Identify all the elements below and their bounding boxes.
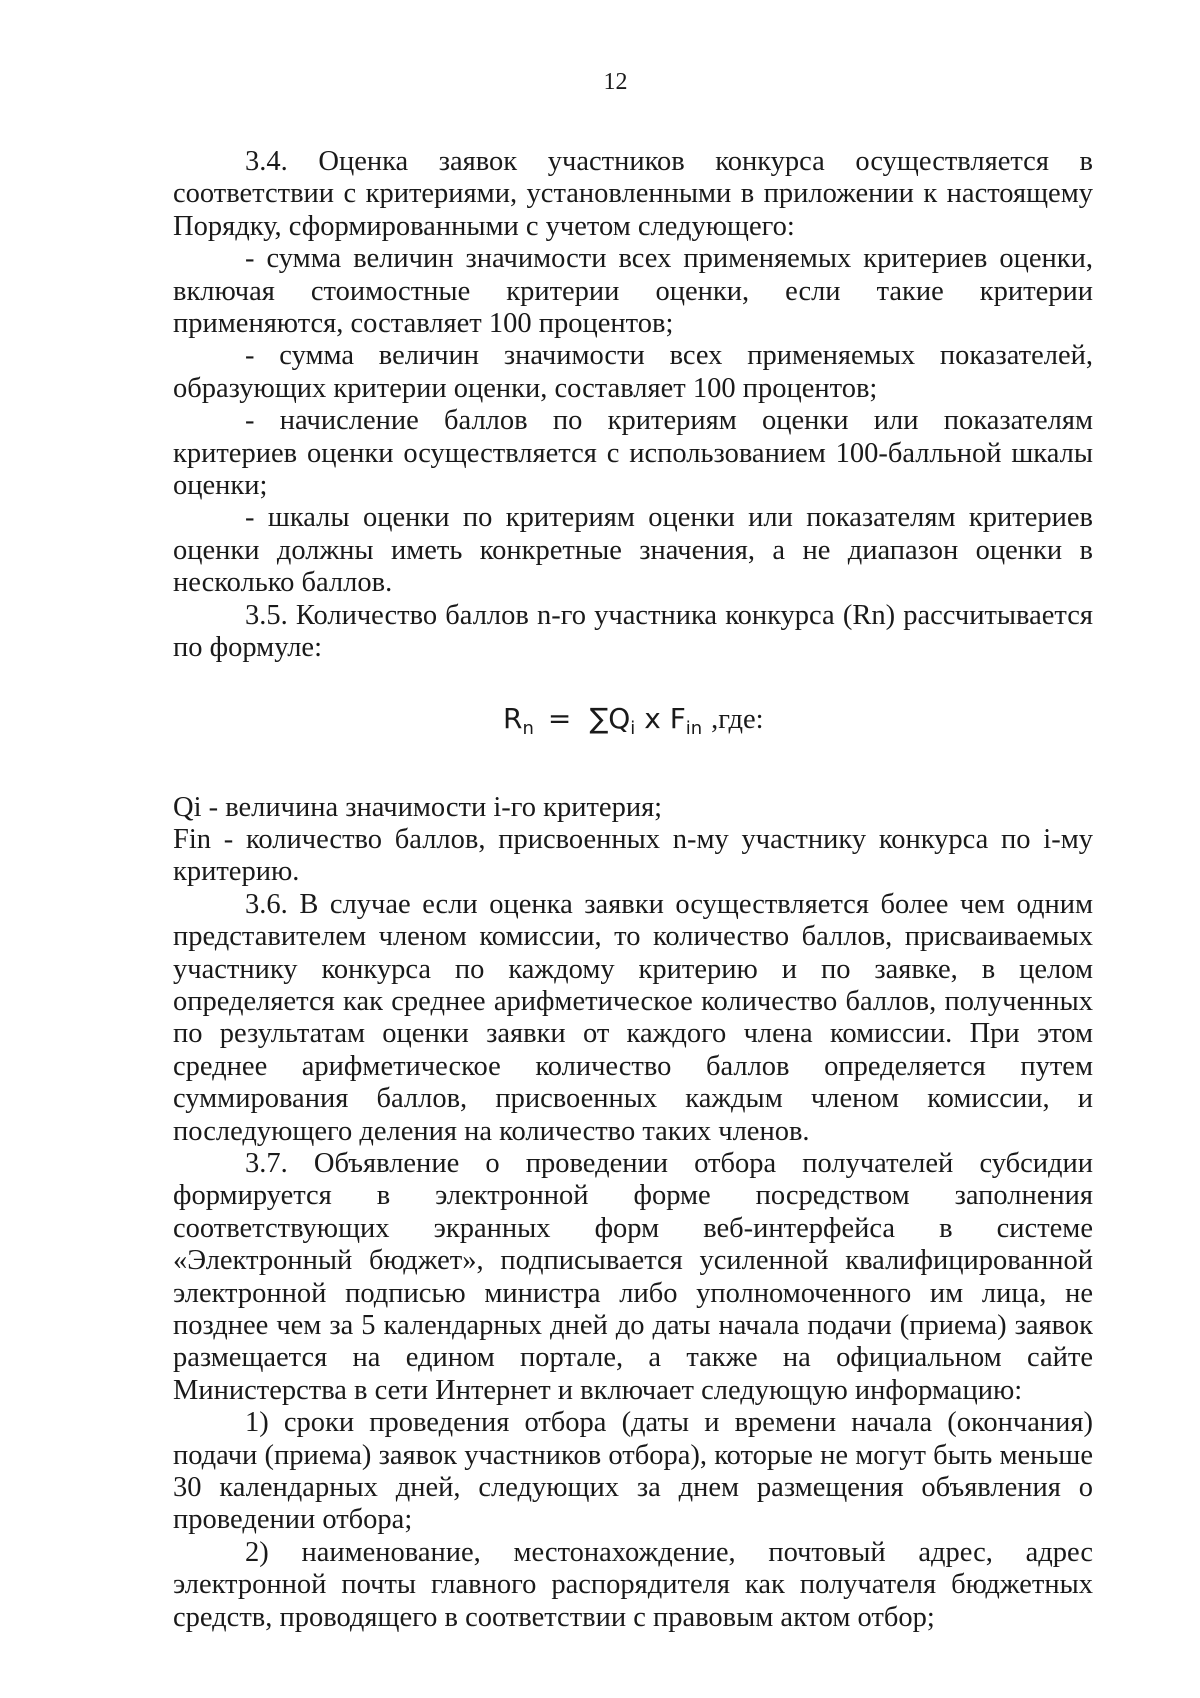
- formula-times: x: [644, 701, 661, 735]
- document-body: [173, 146, 1093, 1634]
- paragraph-3-7: 3.7. Объявление о проведении отбора получателей субсидии формируется в электронной форме посредством заполнения соответствующих экранных форм веб-интерфейса в системе «Электронный бюджет», подписывается усиленной квалифицированной электронной подписью министра либо уполномоченного им лица, не позднее чем за 5 календарных дней до даты начала подачи (приема) заявок размещается на едином портале, а также на официальном сайте Министерства в сети Интернет и включает следующую информацию:: [173, 1147, 1093, 1406]
- formula-equals: =: [547, 701, 572, 735]
- score-formula: [173, 665, 1093, 792]
- formula-where: ,где:: [711, 703, 764, 735]
- formula-r: R: [503, 701, 523, 735]
- list-item-indicators-sum: - сумма величин значимости всех применяемых показателей, образующих критерии оценки, составляет 100 процентов;: [173, 340, 1093, 404]
- paragraph-3-6: 3.6. В случае если оценка заявки осуществляется более чем одним представителем членом комиссии, то количество баллов, присваиваемых участнику конкурса по каждому критерию и по заявке, в целом определяется как среднее арифметическое количество баллов, полученных по результатам оценки заявки от каждого члена комиссии. При этом среднее арифметическое количество баллов определяется путем суммирования баллов, присвоенных каждым членом комиссии, и последующего деления на количество таких членов.: [173, 888, 1093, 1147]
- formula-expression: [503, 699, 764, 740]
- definition-fin: Fin - количество баллов, присвоенных n-му участнику конкурса по i-му критерию.: [173, 823, 1093, 888]
- paragraph-3-5: 3.5. Количество баллов n-го участника конкурса (Rn) рассчитывается по формуле:: [173, 599, 1093, 664]
- formula-q-subscript: i: [630, 717, 636, 739]
- definition-qi: Qi - величина значимости i-го критерия;: [173, 791, 663, 823]
- paragraph-3-4: 3.4. Оценка заявок участников конкурса осуществляется в соответствии с критериями, установленными в приложении к настоящему Порядку, сформированными с учетом следующего:: [173, 146, 1093, 242]
- formula-q: Q: [608, 701, 631, 735]
- formula-f: F: [669, 701, 686, 735]
- formula-f-subscript: in: [685, 717, 703, 739]
- list-item-1: 1) сроки проведения отбора (даты и времени начала (окончания) подачи (приема) заявок участников отбора), которые не могут быть меньше 30 календарных дней, следующих за днем размещения объявления о проведении отбора;: [173, 1407, 1093, 1536]
- list-item-scale-values: - шкалы оценки по критериям оценки или показателям критериев оценки должны иметь конкретные значения, а не диапазон оценки в несколько баллов.: [173, 502, 1093, 599]
- formula-r-subscript: n: [522, 717, 534, 739]
- formula-sum-sign: ∑: [589, 701, 609, 735]
- list-item-criteria-sum: - сумма величин значимости всех применяемых критериев оценки, включая стоимостные критерии оценки, если такие критерии применяются, составляет 100 процентов;: [173, 243, 1093, 340]
- list-item-scoring-scale: - начисление баллов по критериям оценки или показателям критериев оценки осуществляется с использованием 100-балльной шкалы оценки;: [173, 405, 1093, 502]
- page-number: 12: [603, 69, 628, 95]
- list-item-2: 2) наименование, местонахождение, почтовый адрес, адрес электронной почты главного распорядителя как получателя бюджетных средств, проводящего в соответствии с правовым актом отбор;: [173, 1536, 1093, 1633]
